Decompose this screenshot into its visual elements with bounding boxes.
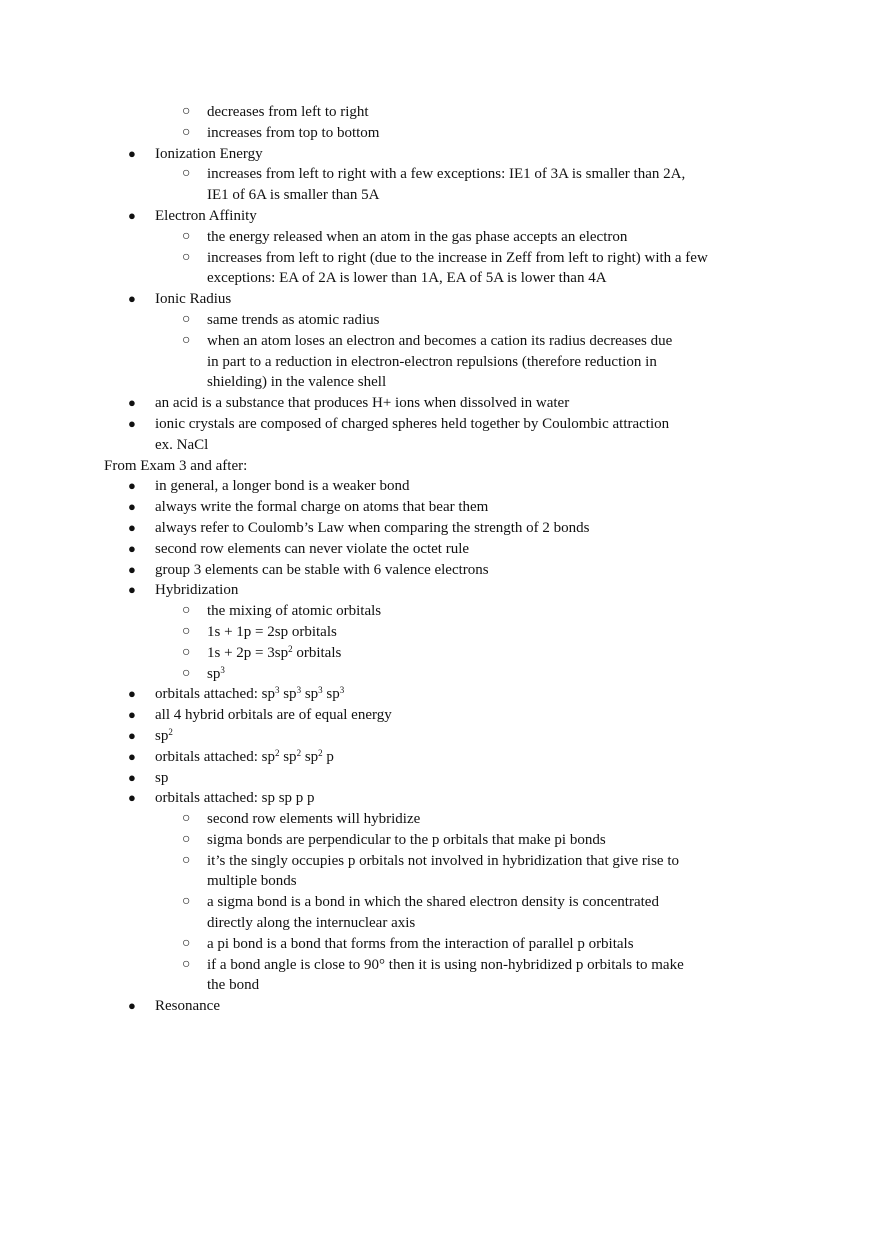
list-item-text: ex. NaCl — [155, 436, 209, 453]
list-item — [0, 830, 880, 851]
list-item-text: orbitals attached: $sp^3$ $sp^3$ $sp^3$ $sp^3$ — [155, 685, 345, 703]
list-item-text: increases from top to bottom — [207, 124, 380, 141]
list-item-text: second row elements will hybridize — [207, 811, 421, 828]
list-item-continuation — [0, 913, 880, 934]
hollow-bullet-icon: ○ — [182, 332, 191, 348]
hollow-bullet-icon: ○ — [182, 166, 191, 182]
hollow-bullet-icon: ○ — [182, 894, 191, 910]
list-item-text: Electron Affinity — [155, 207, 257, 224]
list-item-text: $1s + 2p = 3sp^2$ orbitals — [207, 643, 342, 661]
list-item-text: an acid is a substance that produces H+ ions when dissolved in water — [155, 395, 570, 412]
list-item — [0, 996, 880, 1017]
list-item — [0, 643, 880, 664]
filled-bullet-icon: ● — [128, 395, 136, 411]
list-item — [0, 123, 880, 144]
hollow-bullet-icon: ○ — [182, 811, 191, 827]
list-item — [0, 601, 880, 622]
list-item-text: if a bond angle is close to 90° then it is using non-hybridized p orbitals to make — [207, 956, 684, 973]
list-item-text: when an atom loses an electron and becomes a cation its radius decreases due — [207, 332, 673, 349]
list-item — [0, 164, 880, 185]
list-item-text: orbitals attached: sp sp p p — [155, 790, 315, 807]
filled-bullet-icon: ● — [128, 748, 136, 764]
list-item — [0, 955, 880, 976]
filled-bullet-icon: ● — [128, 998, 136, 1014]
list-item — [0, 497, 880, 518]
list-item — [0, 476, 880, 497]
list-item — [0, 705, 880, 726]
list-item — [0, 726, 880, 747]
document-page — [0, 102, 880, 1017]
list-item-continuation — [0, 352, 880, 373]
list-item-text: all 4 hybrid orbitals are of equal energy — [155, 707, 392, 724]
list-item-text: in general, a longer bond is a weaker bond — [155, 478, 410, 495]
list-item — [0, 310, 880, 331]
list-item — [0, 144, 880, 165]
list-item — [0, 102, 880, 123]
list-item — [0, 518, 880, 539]
list-item — [0, 331, 880, 352]
filled-bullet-icon: ● — [128, 727, 136, 743]
list-item — [0, 747, 880, 768]
list-item-text: the bond — [207, 977, 260, 994]
list-item-continuation — [0, 975, 880, 996]
list-item-text: increases from left to right (due to the increase in Zeff from left to right) with a few — [207, 249, 708, 266]
hollow-bullet-icon: ○ — [182, 249, 191, 265]
list-item-continuation — [0, 871, 880, 892]
list-item — [0, 664, 880, 685]
filled-bullet-icon: ● — [128, 478, 136, 494]
list-item-text: exceptions: EA of 2A is lower than 1A, EA of 5A is lower than 4A — [207, 270, 607, 287]
list-item — [0, 768, 880, 789]
list-item-text: Hybridization — [155, 582, 239, 599]
filled-bullet-icon: ● — [128, 291, 136, 307]
list-item-text: $sp^3$ — [207, 664, 225, 682]
hollow-bullet-icon: ○ — [182, 665, 191, 681]
list-item — [0, 788, 880, 809]
filled-bullet-icon: ● — [128, 207, 136, 223]
list-item-continuation — [0, 268, 880, 289]
hollow-bullet-icon: ○ — [182, 228, 191, 244]
list-item — [0, 580, 880, 601]
list-item-text: the mixing of atomic orbitals — [207, 603, 382, 620]
list-item-text: ionic crystals are composed of charged spheres held together by Coulombic attraction — [155, 415, 670, 432]
section-heading-text: From Exam 3 and after: — [104, 457, 248, 474]
list-item-text: Ionic Radius — [155, 291, 232, 308]
list-item — [0, 560, 880, 581]
list-item-text: decreases from left to right — [207, 104, 369, 120]
list-item-text: 1s + 1p = 2sp orbitals — [207, 623, 337, 640]
list-item — [0, 684, 880, 705]
hollow-bullet-icon: ○ — [182, 831, 191, 847]
list-item — [0, 851, 880, 872]
list-item-text: shielding) in the valence shell — [207, 374, 387, 391]
hollow-bullet-icon: ○ — [182, 603, 191, 619]
list-item-text: the energy released when an atom in the gas phase accepts an electron — [207, 228, 628, 245]
filled-bullet-icon: ● — [128, 707, 136, 723]
filled-bullet-icon: ● — [128, 519, 136, 535]
list-item-text: $sp^2$ — [155, 726, 173, 744]
list-item-text: second row elements can never violate the octet rule — [155, 540, 470, 557]
hollow-bullet-icon: ○ — [182, 311, 191, 327]
list-item-continuation — [0, 435, 880, 456]
list-item-continuation — [0, 372, 880, 393]
list-item-text: orbitals attached: $sp^2$ $sp^2$ $sp^2$ p — [155, 747, 334, 765]
hollow-bullet-icon: ○ — [182, 956, 191, 972]
list-item-text: multiple bonds — [207, 873, 297, 890]
list-item-text: IE1 of 6A is smaller than 5A — [207, 187, 380, 204]
list-item — [0, 934, 880, 955]
filled-bullet-icon: ● — [128, 769, 136, 785]
list-item-text: same trends as atomic radius — [207, 311, 380, 328]
list-item-continuation — [0, 185, 880, 206]
list-item-text: directly along the internuclear axis — [207, 915, 416, 932]
list-item — [0, 622, 880, 643]
list-item — [0, 892, 880, 913]
list-item — [0, 289, 880, 310]
list-item-text: group 3 elements can be stable with 6 valence electrons — [155, 561, 489, 578]
hollow-bullet-icon: ○ — [182, 124, 191, 140]
list-item-text: in part to a reduction in electron-electron repulsions (therefore reduction in — [207, 353, 657, 370]
hollow-bullet-icon: ○ — [182, 935, 191, 951]
hollow-bullet-icon: ○ — [182, 623, 191, 639]
filled-bullet-icon: ● — [128, 561, 136, 577]
filled-bullet-icon: ● — [128, 499, 136, 515]
list-item-text: sp — [155, 769, 169, 786]
hollow-bullet-icon: ○ — [182, 852, 191, 868]
filled-bullet-icon: ● — [128, 582, 136, 598]
list-item — [0, 539, 880, 560]
filled-bullet-icon: ● — [128, 686, 136, 702]
hollow-bullet-icon: ○ — [182, 644, 191, 660]
filled-bullet-icon: ● — [128, 790, 136, 806]
list-item — [0, 414, 880, 435]
list-item-text: sigma bonds are perpendicular to the p orbitals that make pi bonds — [207, 831, 606, 848]
hollow-bullet-icon: ○ — [182, 104, 191, 119]
list-item-text: Ionization Energy — [155, 145, 263, 162]
list-item — [0, 809, 880, 830]
filled-bullet-icon: ● — [128, 540, 136, 556]
list-item — [0, 227, 880, 248]
list-item — [0, 206, 880, 227]
list-item-text: a sigma bond is a bond in which the shared electron density is concentrated — [207, 894, 659, 911]
list-item-text: always refer to Coulomb’s Law when comparing the strength of 2 bonds — [155, 519, 590, 536]
list-item-text: it’s the singly occupies p orbitals not involved in hybridization that give rise to — [207, 852, 680, 869]
section-heading — [0, 456, 880, 477]
list-item-text: Resonance — [155, 998, 220, 1015]
list-item-text: increases from left to right with a few exceptions: IE1 of 3A is smaller than 2A, — [207, 166, 686, 183]
list-item — [0, 248, 880, 269]
filled-bullet-icon: ● — [128, 145, 136, 161]
filled-bullet-icon: ● — [128, 415, 136, 431]
list-item-text: a pi bond is a bond that forms from the interaction of parallel p orbitals — [207, 935, 634, 952]
list-item — [0, 393, 880, 414]
list-item-text: always write the formal charge on atoms that bear them — [155, 499, 489, 516]
